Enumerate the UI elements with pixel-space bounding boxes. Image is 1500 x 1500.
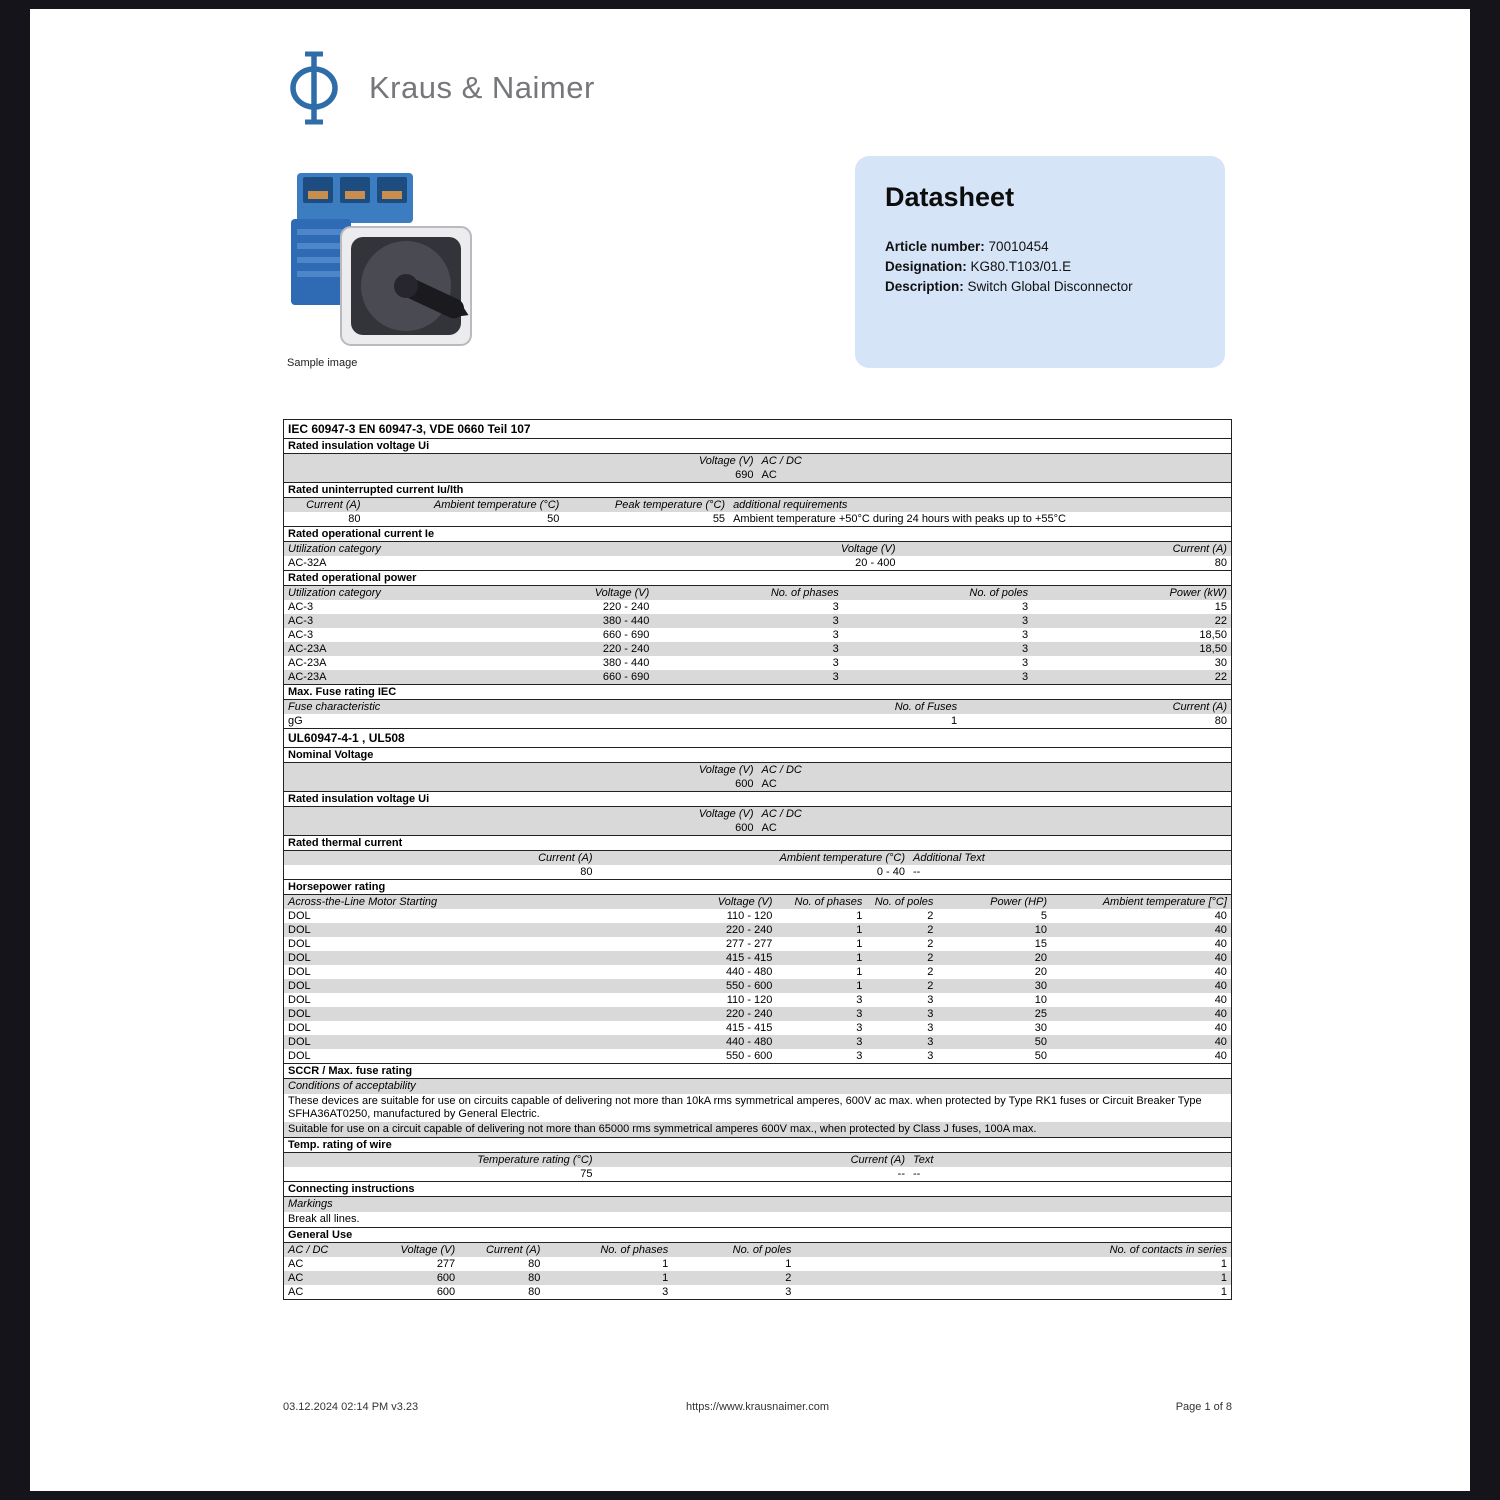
table-section-title: Connecting instructions [284,1181,1231,1197]
table-cell: DOL [288,994,311,1006]
table-cell: 380 - 440 [602,657,650,669]
table-cell: 1 [1220,1272,1227,1284]
table-section-title: Max. Fuse rating IEC [284,684,1231,700]
table-cell: 80 [528,1286,541,1298]
table-cell: 2 [927,966,934,978]
table-cell: 22 [1214,671,1227,683]
table-cell: Power (kW) [1169,587,1227,599]
table-cell: 1 [856,910,863,922]
table-cell: 5 [1040,910,1048,922]
table-cell: 550 - 600 [725,1050,773,1062]
table-cell: 2 [927,924,934,936]
table-cell: 277 [436,1258,456,1270]
table-cell: Current (A) [850,1154,905,1166]
table-cell: 15 [1214,601,1227,613]
table-cell: 3 [927,994,934,1006]
table-data-row [284,512,1231,526]
table-data-row [284,1007,1231,1021]
table-cell: 600 [436,1286,456,1298]
table-column-header-row [284,586,1231,600]
table-cell: Across-the-Line Motor Starting [288,896,438,908]
table-cell: 3 [832,671,839,683]
table-cell: 600 [735,778,754,790]
brand-name: Kraus & Naimer [369,70,595,105]
table-cell: 40 [1214,910,1227,922]
table-data-row [284,1021,1231,1035]
table-cell: No. of phases [770,587,839,599]
table-data-row [284,556,1231,570]
table-data-row [284,979,1231,993]
table-cell: No. of phases [600,1244,669,1256]
table-cell: 2 [927,952,934,964]
table-cell: 25 [1034,1008,1048,1020]
table-cell: 40 [1214,1050,1227,1062]
table-cell: 20 [1034,952,1048,964]
table-data-row [284,600,1231,614]
table-cell: AC / DC [761,455,802,467]
table-cell: 660 - 690 [602,671,650,683]
table-cell: 18,50 [1199,643,1227,655]
table-data-row [284,468,1231,482]
table-cell: 75 [580,1168,593,1180]
table-cell: additional requirements [733,499,848,511]
table-cell: 30 [1034,1022,1048,1034]
table-cell: Current (A) [1172,701,1227,713]
brand-header [283,49,595,127]
table-cell: 380 - 440 [602,615,650,627]
table-column-header-row [284,700,1231,714]
table-cell: 40 [1214,938,1227,950]
table-section-title: Rated operational power [284,570,1231,586]
table-cell: Ambient temperature (°C) [433,499,560,511]
table-cell: Power (HP) [990,896,1048,908]
table-cell: Fuse characteristic [288,701,381,713]
table-cell: 0 - 40 [876,866,905,878]
table-data-row [284,937,1231,951]
table-cell: 1 [785,1258,792,1270]
table-cell: 3 [832,615,839,627]
table-standard-title: IEC 60947-3 EN 60947-3, VDE 0660 Teil 107 [284,419,1231,439]
table-data-row [284,777,1231,791]
table-text-row: Suitable for use on a circuit capable of delivering not more than 65000 rms symmetrical amperes 600V max., when protected by Class J fuses, 100A max. [284,1122,1231,1137]
table-cell: DOL [288,938,311,950]
table-cell: AC / DC [761,808,802,820]
table-cell: AC [288,1286,304,1298]
table-data-row [284,1271,1231,1285]
table-cell: 3 [1021,615,1029,627]
field-value: Switch Global Disconnector [967,279,1133,294]
table-cell: AC [761,469,777,481]
info-panel [855,156,1225,368]
table-cell: Voltage (V) [717,896,773,908]
table-data-row [284,1167,1231,1181]
table-cell: DOL [288,952,311,964]
table-cell: AC-3 [288,601,314,613]
table-cell: AC [761,822,777,834]
table-cell: 3 [856,1036,863,1048]
field-value: KG80.T103/01.E [970,259,1072,274]
table-section-title: Nominal Voltage [284,748,1231,763]
table-cell: 3 [927,1050,934,1062]
table-cell: 3 [785,1286,792,1298]
table-cell: Ambient temperature (°C) [779,852,905,864]
table-cell: 15 [1034,938,1048,950]
product-image [283,167,483,352]
table-cell: Voltage (V) [400,1244,456,1256]
datasheet-page [30,9,1470,1491]
table-cell: -- [913,866,921,878]
table-data-row [284,642,1231,656]
table-cell: AC / DC [761,764,802,776]
table-cell: 3 [856,1022,863,1034]
table-text-row: Break all lines. [288,1213,360,1225]
table-column-header-row [284,454,1231,468]
table-cell: 2 [927,980,934,992]
table-cell: Ambient temperature +50°C during 24 hours with peaks up to +55°C [733,513,1066,525]
footer-page-number: Page 1 of 8 [1175,1401,1232,1413]
table-cell: 660 - 690 [602,629,650,641]
table-cell: 10 [1034,994,1048,1006]
table-cell: Additional Text [913,852,985,864]
table-cell: -- [897,1168,905,1180]
table-cell: 10 [1034,924,1048,936]
table-cell: 1 [856,952,863,964]
table-cell: 1 [662,1258,669,1270]
table-cell: 50 [1034,1036,1048,1048]
table-cell: DOL [288,1022,311,1034]
table-cell: Current (A) [538,852,593,864]
table-cell: Voltage (V) [698,764,754,776]
table-cell: 3 [856,994,863,1006]
table-cell: 20 - 400 [855,557,896,569]
table-cell: 110 - 120 [726,994,773,1006]
table-column-header-row [284,895,1231,909]
table-cell: 55 [712,513,726,525]
table-cell: 1 [856,980,863,992]
table-cell: 1 [856,924,863,936]
table-cell: 80 [528,1258,541,1270]
brand-logo-phi-icon [283,49,345,127]
table-cell: DOL [288,966,311,978]
table-cell: 1 [1220,1286,1227,1298]
table-cell: 220 - 240 [725,1008,773,1020]
field-value: 70010454 [988,239,1049,254]
table-cell: 3 [927,1036,934,1048]
table-cell: 30 [1034,980,1048,992]
table-cell: 80 [580,866,593,878]
table-cell: Current (A) [1172,543,1227,555]
table-cell: 690 [735,469,754,481]
specification-table [283,419,1232,1300]
table-data-row [284,951,1231,965]
page-title: Datasheet [885,182,1015,212]
table-data-row [284,993,1231,1007]
table-cell: No. of poles [969,587,1029,599]
table-cell: 1 [950,715,958,727]
table-cell: DOL [288,1008,311,1020]
table-column-header-row [284,1243,1231,1257]
table-cell: No. of phases [794,896,863,908]
table-cell: 3 [1021,629,1029,641]
table-cell: Voltage (V) [698,808,754,820]
rotary-switch-icon [341,227,473,345]
table-cell: 3 [1021,643,1029,655]
table-cell: No. of Fuses [894,701,958,713]
table-section-title: Temp. rating of wire [284,1137,1231,1153]
table-cell: DOL [288,924,311,936]
table-cell: AC-23A [288,671,327,683]
table-cell: 3 [832,601,839,613]
table-cell: 600 [436,1272,456,1284]
table-cell: AC-23A [288,643,327,655]
table-cell: 1 [856,966,863,978]
table-cell: 40 [1214,924,1227,936]
table-cell: 20 [1034,966,1048,978]
table-data-row [284,821,1231,835]
table-cell: 1 [1220,1258,1227,1270]
table-cell: 3 [662,1286,669,1298]
table-cell: 40 [1214,952,1227,964]
table-cell: AC [761,778,777,790]
table-cell: 40 [1214,1008,1227,1020]
table-cell: DOL [288,1036,311,1048]
table-section-title: Horsepower rating [284,879,1231,895]
table-cell: Text [913,1154,934,1166]
table-cell: Voltage (V) [698,455,754,467]
table-cell: 3 [1021,657,1029,669]
table-cell: AC-23A [288,657,327,669]
table-data-row [284,965,1231,979]
table-cell: Temperature rating (°C) [477,1154,593,1166]
table-cell: 50 [1034,1050,1048,1062]
table-cell: 18,50 [1199,629,1227,641]
table-cell: 3 [1021,601,1029,613]
table-cell: Current (A) [485,1244,541,1256]
field-label: Designation: [885,259,967,274]
table-cell: 3 [856,1008,863,1020]
table-cell: 40 [1214,966,1227,978]
table-cell: 550 - 600 [725,980,773,992]
table-cell: DOL [288,1050,311,1062]
table-cell: No. of poles [874,896,934,908]
table-cell: 40 [1214,1022,1227,1034]
table-cell: 80 [1214,557,1227,569]
table-cell: gG [288,715,303,727]
table-cell: 80 [348,513,361,525]
table-data-row [284,628,1231,642]
table-cell: 2 [927,938,934,950]
table-data-row [284,714,1231,728]
table-section-title: SCCR / Max. fuse rating [284,1063,1231,1079]
table-data-row [284,923,1231,937]
table-cell: 40 [1214,994,1227,1006]
sample-image-caption: Sample image [287,357,358,369]
table-cell: 440 - 480 [725,966,773,978]
table-cell: 415 - 415 [725,952,773,964]
table-cell: DOL [288,980,311,992]
table-cell: Current (A) [306,499,361,511]
table-data-row [284,1049,1231,1063]
table-cell: 277 - 277 [725,938,773,950]
table-text-row: Markings [284,1197,1231,1212]
table-column-header-row [284,1153,1231,1167]
field-label: Article number: [885,239,985,254]
table-cell: No. of poles [732,1244,792,1256]
table-cell: Utilization category [288,587,381,599]
table-section-title: General Use [284,1227,1231,1243]
table-cell: 220 - 240 [602,643,650,655]
table-cell: 3 [832,629,839,641]
table-cell: AC-3 [288,615,314,627]
table-cell: DOL [288,910,311,922]
table-cell: 22 [1214,615,1227,627]
table-column-header-row [284,542,1231,556]
footer-date-version: 03.12.2024 02:14 PM v3.23 [283,1401,419,1413]
table-data-row [284,1285,1231,1299]
table-section-title: Rated insulation voltage Ui [284,791,1231,807]
table-cell: 220 - 240 [602,601,650,613]
table-cell: AC [288,1272,304,1284]
table-cell: 440 - 480 [725,1036,773,1048]
table-cell: 80 [1214,715,1227,727]
table-text-row: These devices are suitable for use on circuits capable of delivering not more than 10kA rms symmetrical amperes, 600V ac max. when protected by Type RK1 fuses or Circuit Breaker Type SFHA36AT0250, manufactured by General Electric. [288,1095,1202,1120]
table-cell: 110 - 120 [726,910,773,922]
table-section-title: Rated operational current Ie [284,526,1231,542]
info-field-description [885,277,1195,297]
table-cell: No. of contacts in series [1109,1244,1227,1256]
table-cell: Ambient temperature [°C] [1102,896,1227,908]
table-section-title: Rated uninterrupted current Iu/Ith [284,482,1231,498]
table-data-row [284,909,1231,923]
table-cell: 3 [927,1008,934,1020]
table-cell: Voltage (V) [594,587,650,599]
table-section-title: Rated insulation voltage Ui [284,439,1231,454]
table-cell: AC / DC [288,1244,329,1256]
table-cell: 600 [735,822,754,834]
table-data-row [284,1035,1231,1049]
table-cell: 415 - 415 [725,1022,773,1034]
table-cell: 3 [856,1050,863,1062]
info-field-article-number [885,237,1195,257]
table-cell: 220 - 240 [725,924,773,936]
table-cell: 3 [927,1022,934,1034]
table-data-row [284,1257,1231,1271]
table-cell: 2 [927,910,934,922]
table-cell: 80 [528,1272,541,1284]
table-column-header-row [284,807,1231,821]
table-cell: 30 [1214,657,1227,669]
table-cell: 3 [1021,671,1029,683]
footer-url: https://www.krausnaimer.com [685,1401,830,1413]
table-cell: 1 [856,938,863,950]
table-cell: 2 [785,1272,792,1284]
table-section-title: Rated thermal current [284,835,1231,851]
table-cell: Utilization category [288,543,381,555]
field-label: Description: [885,279,964,294]
table-data-row [284,865,1231,879]
table-cell: 50 [547,513,560,525]
table-cell: AC-3 [288,629,314,641]
table-cell: AC-32A [288,557,327,569]
table-cell: 3 [832,643,839,655]
table-column-header-row [284,763,1231,777]
table-cell: -- [913,1168,921,1180]
table-cell: 40 [1214,1036,1227,1048]
table-text-row: Conditions of acceptability [284,1079,1231,1094]
table-cell: 3 [832,657,839,669]
table-cell: AC [288,1258,304,1270]
table-column-header-row [284,851,1231,865]
table-cell: 40 [1214,980,1227,992]
table-cell: Peak temperature (°C) [614,499,726,511]
table-data-row [284,656,1231,670]
table-cell: Voltage (V) [840,543,896,555]
table-column-header-row [284,498,1231,512]
table-data-row [284,670,1231,684]
info-field-designation [885,257,1195,277]
table-cell: 1 [662,1272,669,1284]
table-data-row [284,614,1231,628]
table-standard-title: UL60947-4-1 , UL508 [284,728,1231,748]
